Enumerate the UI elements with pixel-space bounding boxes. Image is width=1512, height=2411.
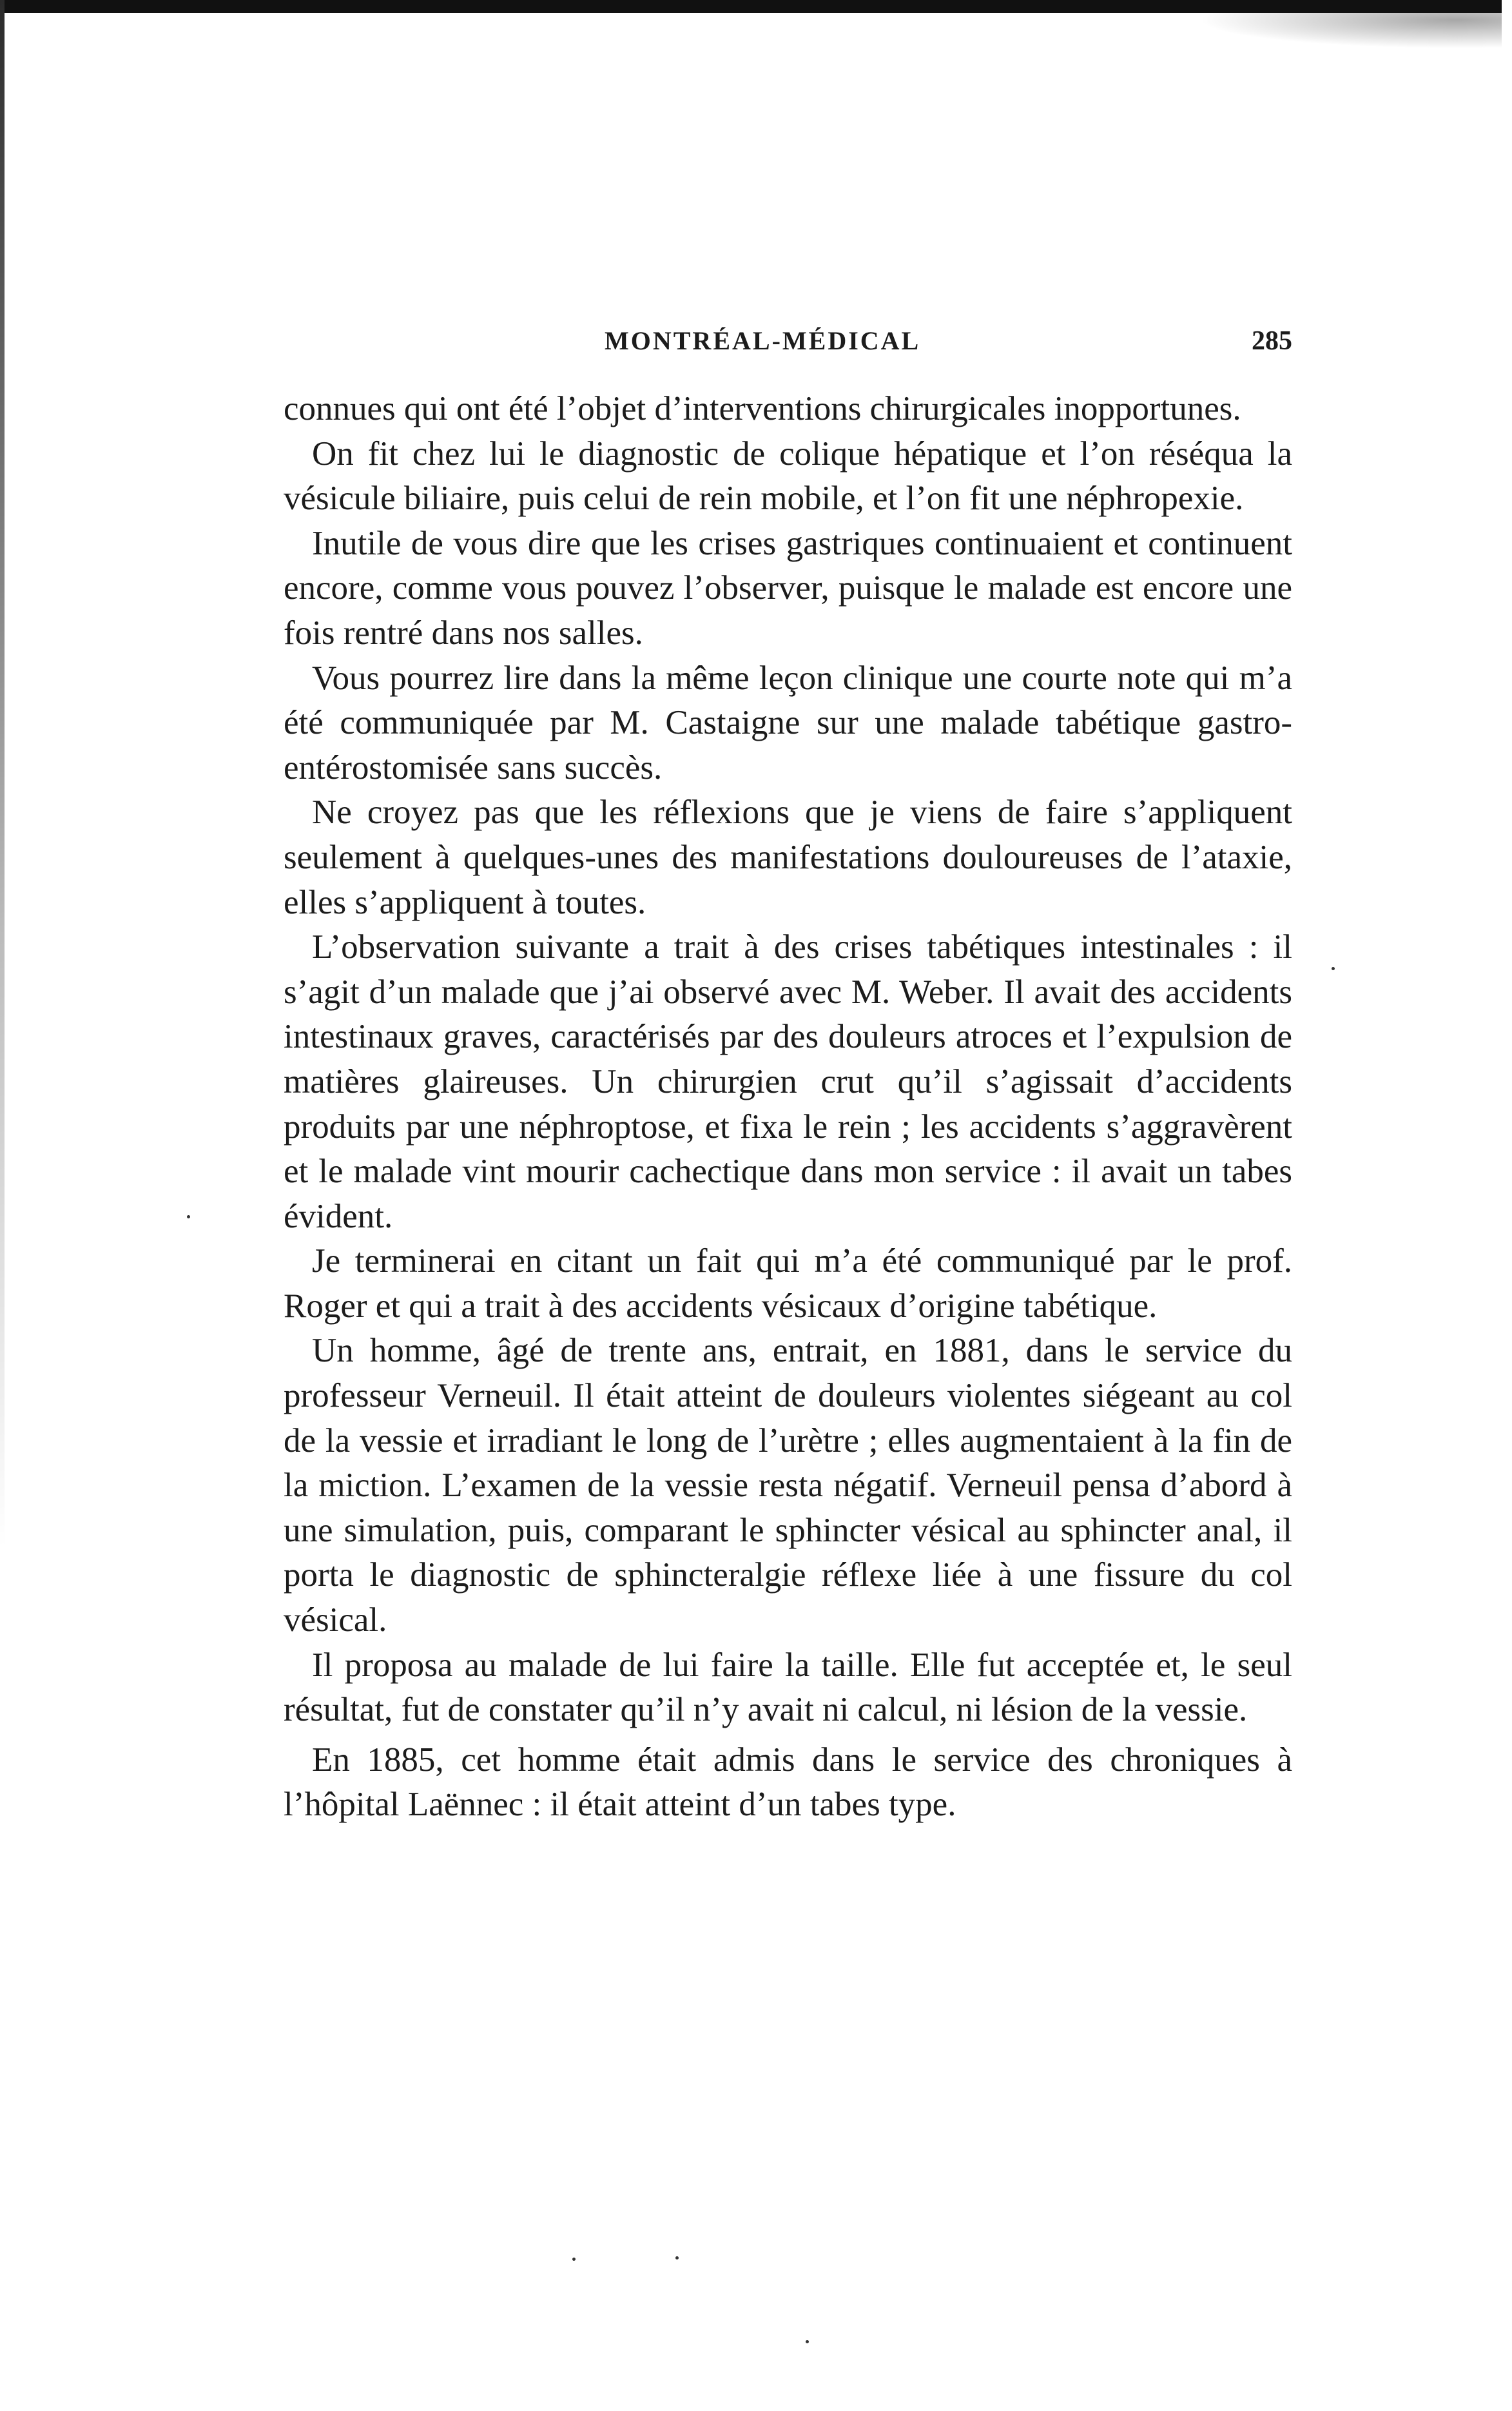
paragraph: connues qui ont été l’objet d’interventions chirurgicales inopportunes. — [284, 390, 1241, 427]
scan-speck — [1332, 967, 1335, 970]
scan-top-border — [0, 0, 1502, 13]
scan-speck — [806, 2340, 809, 2343]
paragraph: Un homme, âgé de trente ans, entrait, en 1881, dans le service du professeur Verneuil. Il était atteint de douleurs violentes siégeant au col de la vessie et irradiant le long de l’urètre ; elles augmentaient à la fin de la miction. L’examen de la vessie resta négatif. Verneuil pensa d’abord à une simulation, puis, comparant le sphincter vésical au sphincter anal, il porta le diagnostic de sphincteralgie réflexe liée à une fissure du col vésical. — [284, 1332, 1292, 1639]
paragraph: Inutile de vous dire que les crises gastriques continuaient et continuent encore, comme vous pouvez l’observer, puisque le malade est encore une fois rentré dans nos salles. — [284, 524, 1292, 652]
scan-speck — [675, 2256, 679, 2260]
paragraph: Ne croyez pas que les réflexions que je viens de faire s’appliquent seulement à quelques-unes des manifestations douloureuses de l’ataxie, elles s’appliquent à toutes. — [284, 794, 1292, 921]
page-header — [284, 326, 1292, 364]
paragraph: En 1885, cet homme était admis dans le service des chroniques à l’hôpital Laënnec : il était atteint d’un tabes type. — [284, 1741, 1292, 1824]
paragraph: L’observation suivante a trait à des crises tabétiques intestinales : il s’agit d’un malade que j’ai observé avec M. Weber. Il avait des accidents intestinaux graves, caractérisés par des douleurs atroces et l’expulsion de matières glaireuses. Un chirurgien crut qu’il s’agissait d’accidents produits par une néphroptose, et fixa le rein ; les accidents s’aggravèrent et le malade vint mourir cachectique dans mon service : il avait un tabes évident. — [284, 928, 1292, 1235]
paragraph: On fit chez lui le diagnostic de colique hépatique et l’on réséqua la vésicule biliaire, puis celui de rein mobile, et l’on fit une néphropexie. — [284, 434, 1292, 518]
scan-smudge — [1199, 13, 1502, 48]
paragraph: Il proposa au malade de lui faire la taille. Elle fut acceptée et, le seul résultat, fut de constater qu’il n’y avait ni calcul, ni lésion de la vessie. — [284, 1646, 1292, 1729]
scan-speck — [572, 2258, 576, 2261]
running-title: MONTRÉAL-MÉDICAL — [605, 326, 921, 355]
scan-speck — [187, 1215, 190, 1218]
paragraph: Je terminerai en citant un fait qui m’a été communiqué par le prof. Roger et qui a trait à des accidents vésicaux d’origine tabétique. — [284, 1242, 1292, 1325]
paragraph: Vous pourrez lire dans la même leçon clinique une courte note qui m’a été communiquée par M. Castaigne sur une malade tabétique gastro-entérostomisée sans succès. — [284, 659, 1292, 786]
scan-left-border — [0, 0, 5, 1547]
page-number: 285 — [1252, 326, 1292, 356]
body-text — [284, 387, 1292, 1828]
